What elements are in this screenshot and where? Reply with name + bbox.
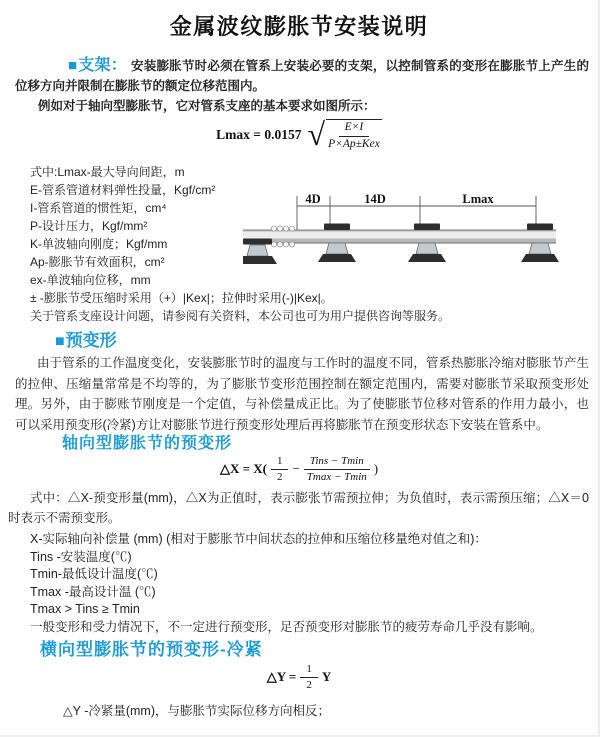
plus-minus-note-line: ± -膨胀节受压缩时采用（+）|Kex|；拉伸时采用(-)|Kex|。 bbox=[30, 291, 333, 305]
formula-delta-x bbox=[0, 453, 598, 485]
sqrt-box bbox=[326, 119, 382, 150]
consulting-note-line: 关于管系支座设计问题，请参阅有关资料，本公司也可为用户提供咨询等服务。 bbox=[30, 309, 451, 323]
definition-line: P-设计压力，Kgf/mm² bbox=[30, 219, 148, 233]
minus-sign: − bbox=[292, 461, 300, 476]
one-half-numerator: 1 bbox=[271, 455, 289, 470]
axial-explain-paragraph: 式中：△X-预变形量(mm)，△X为正值时，表示膨张节需预拉伸；为负值时，表示需预压缩；△X＝0时表示不需预变形。 bbox=[8, 491, 589, 525]
predeform-section-heading bbox=[55, 326, 117, 351]
lateral-predeform-heading: 横向型膨胀节的预变形-冷紧 bbox=[40, 640, 263, 659]
axial-predeform-heading: 轴向型膨胀节的预变形 bbox=[62, 435, 233, 452]
note-line: Tmax -最高设计温 (℃) bbox=[30, 584, 156, 599]
pipe-support-diagram bbox=[243, 190, 560, 285]
support-anchor bbox=[243, 239, 277, 265]
definition-line: Ap-膨胀节有效面积，cm² bbox=[30, 255, 165, 269]
section-square-icon: ■ bbox=[68, 57, 78, 74]
formula-delta-y-prefix: △Y = bbox=[266, 669, 297, 684]
definition-line: 式中:Lmax-最大导向间距，m bbox=[30, 165, 185, 179]
definition-line: ex-单波轴向位移，mm bbox=[30, 273, 151, 287]
note-line: Tins -安装温度(℃) bbox=[30, 549, 132, 564]
temperature-fraction bbox=[304, 455, 370, 483]
formula-delta-y-suffix: Y bbox=[321, 669, 332, 684]
definition-line: I-管系管道的惯性矩，cm⁴ bbox=[30, 201, 167, 215]
formula-delta-x-suffix: ) bbox=[373, 461, 379, 476]
predeform-paragraph: 由于管系的工作温度变化，安装膨胀节时的温度与工作时的温度不同，管系热膨胀冷缩对膨胀节产生的拉伸、压缩量常常是不均等的，为了膨胀节变形范围控制在额定范围内，需要对膨胀节采取预变形处理。另外，由于膨账节刚度是一个定值，与补偿量成正比。为了使膨胀节位移对管系的作用力最小，也可以采用预变形(冷紧)方让对膨胀节进行预变形处理后再将膨胀节在预变形状态下安装在管系中。 bbox=[15, 356, 589, 432]
support-section-heading: 支架： bbox=[78, 57, 127, 74]
sqrt-radical-icon: √ bbox=[307, 116, 326, 152]
section-square-icon: ■ bbox=[55, 333, 65, 350]
note-line: X-实际轴向补偿量 (mm) (相对于膨胀节中间状态的拉伸和压缩位移量绝对值之和)： bbox=[30, 532, 487, 546]
diagram-label-4d: 4D bbox=[305, 192, 321, 206]
lateral-note-line: △Y -冷紧量(mm)，与膨胀节实际位移方向相反； bbox=[63, 704, 331, 718]
diagram-label-14d: 14D bbox=[364, 192, 386, 206]
pipe bbox=[243, 230, 556, 243]
definition-line: E-管系管道材料弹性投量，Kgf/cm² bbox=[30, 183, 216, 197]
formula-lmax-lhs: Lmax = 0.0157 bbox=[216, 127, 302, 142]
diagram-label-lmax: Lmax bbox=[462, 192, 494, 206]
note-line: Tmax > Tins ≥ Tmin bbox=[30, 602, 140, 616]
formula-delta-y bbox=[0, 662, 598, 692]
lmax-fraction-denominator: P×Ap±Kex bbox=[328, 137, 380, 150]
axial-notes-list bbox=[30, 531, 543, 636]
formula-delta-x-prefix: △X = X( bbox=[219, 461, 267, 476]
support-intro-text: 安装膨胀节时必须在管系上安装必要的支架，以控制管系的变形在膨胀节上产生的位移方向并限制在膨胀节的额定位移范围内。 bbox=[15, 59, 589, 93]
support-intro-paragraph bbox=[15, 56, 589, 96]
page-title: 金属波纹膨胀节安装说明 bbox=[169, 14, 429, 39]
formula-lmax bbox=[0, 116, 598, 154]
temperature-fraction-denominator: Tmax − Tmin bbox=[306, 470, 367, 483]
support-example-line: 例如对于轴向型膨胀节，它对管系支座的基本要求如图所示： bbox=[38, 99, 376, 113]
lmax-fraction bbox=[326, 121, 382, 150]
predeform-heading-text: 预变形 bbox=[65, 331, 117, 350]
one-half-denominator: 2 bbox=[276, 470, 283, 483]
temperature-fraction-numerator: Tins − Tmin bbox=[304, 455, 370, 470]
lmax-fraction-numerator: E×I bbox=[339, 121, 370, 136]
note-line: Tmin-最低设计温度(℃) bbox=[30, 567, 158, 581]
one-half-fraction bbox=[271, 455, 289, 483]
one-half-numerator: 1 bbox=[300, 663, 318, 678]
note-line: 一般变形和受力情况下，不一定进行预变形，足否预变形对膨胀节的疲劳寿命几乎没有影响。 bbox=[30, 619, 543, 634]
one-half-fraction bbox=[300, 663, 318, 691]
one-half-denominator: 2 bbox=[306, 678, 312, 691]
definition-line: K-单波轴向刚度；Kgf/mm bbox=[30, 237, 168, 251]
